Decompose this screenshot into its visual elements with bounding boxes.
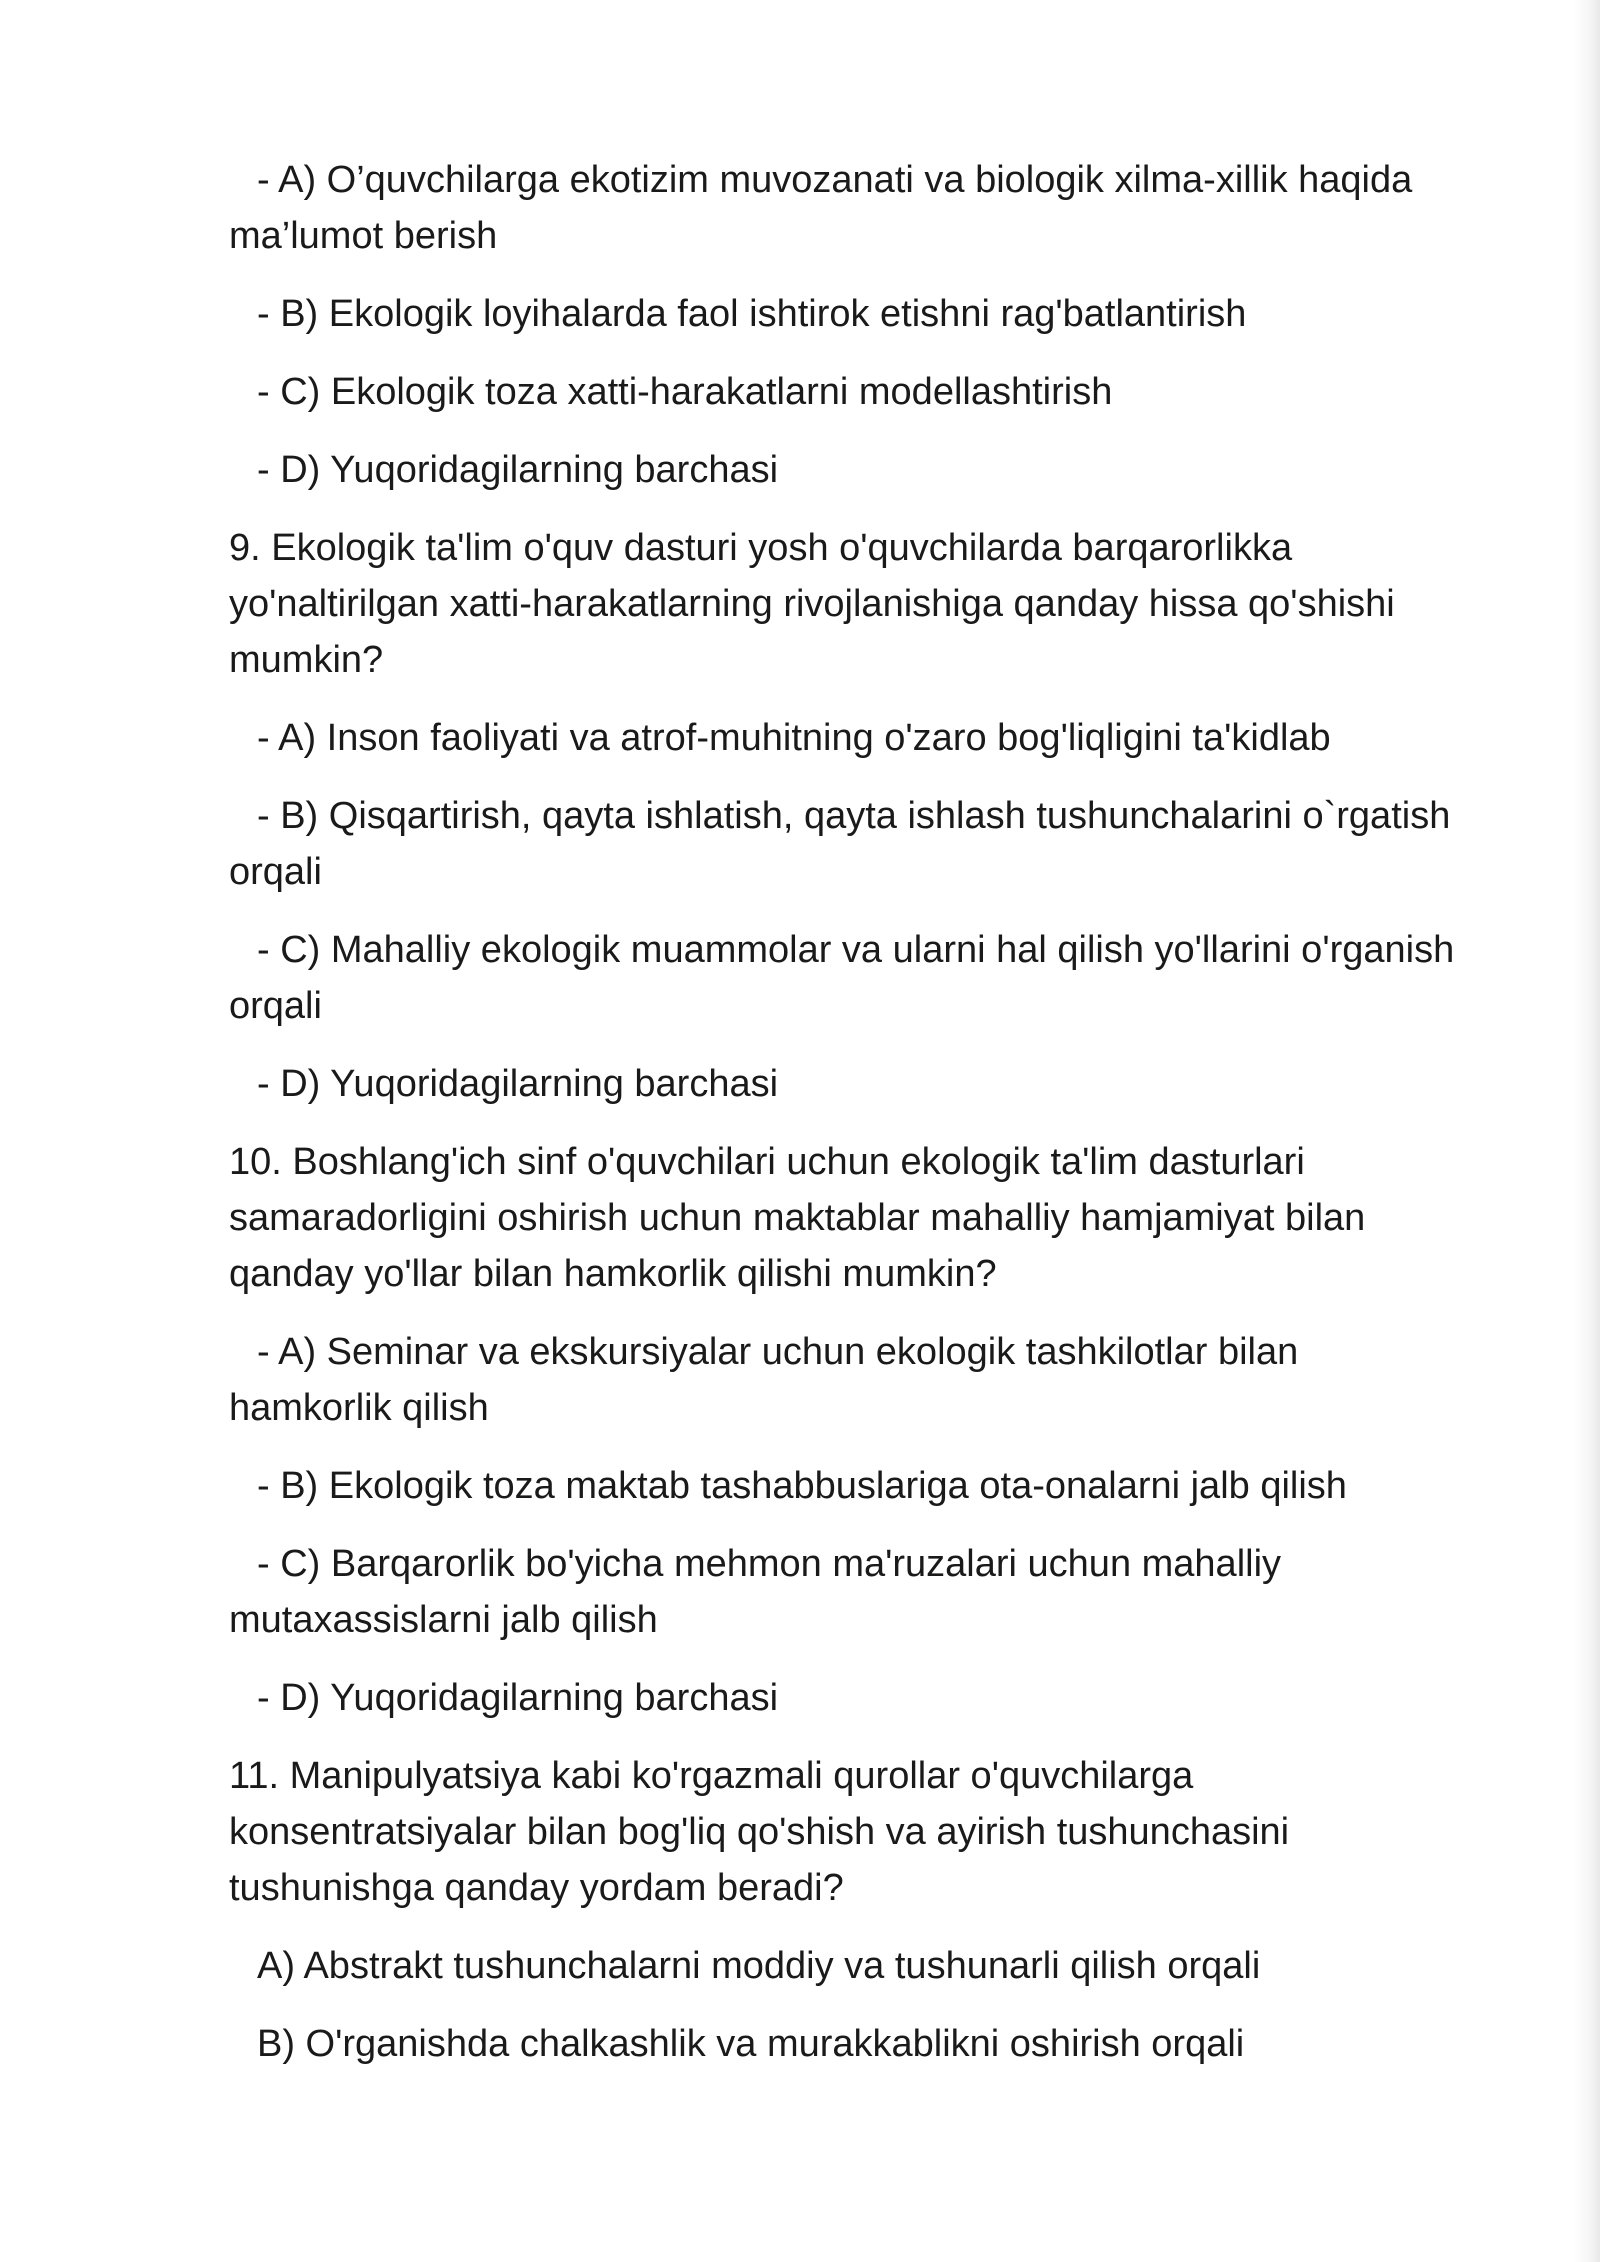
- answer-option-b: B) O'rganishda chalkashlik va murakkablikni oshirish orqali: [257, 2023, 1245, 2065]
- answer-option-d: - D) Yuqoridagilarning barchasi: [257, 1677, 779, 1719]
- answer-option-a: - A) Seminar va ekskursiyalar uchun ekologik tashkilotlar bilan hamkorlik qilish: [229, 1331, 1309, 1429]
- answer-option-c: - C) Barqarorlik bo'yicha mehmon ma'ruzalari uchun mahalliy mutaxassislarni jalb qilish: [229, 1543, 1292, 1641]
- page-edge-shadow: [1574, 0, 1600, 2262]
- document-body: [229, 152, 1469, 2094]
- question-9: 9. Ekologik ta'lim o'quv dasturi yosh o'quvchilarda barqarorlikka yo'naltirilgan xatti-harakatlarning rivojlanishiga qanday hissa qo'shishi mumkin?: [229, 527, 1406, 681]
- answer-option-a: A) Abstrakt tushunchalarni moddiy va tushunarli qilish orqali: [257, 1945, 1261, 1987]
- answer-option-c: - C) Mahalliy ekologik muammolar va ularni hal qilish yo'llarini o'rganish orqali: [229, 929, 1465, 1027]
- answer-option-c: - C) Ekologik toza xatti-harakatlarni modellashtirish: [257, 371, 1113, 413]
- answer-option-b: - B) Qisqartirish, qayta ishlatish, qayta ishlash tushunchalarini o`rgatish orqali: [229, 795, 1461, 893]
- answer-option-d: - D) Yuqoridagilarning barchasi: [257, 1063, 779, 1105]
- answer-option-b: - B) Ekologik loyihalarda faol ishtirok etishni rag'batlantirish: [257, 293, 1247, 335]
- answer-option-a: - A) O’quvchilarga ekotizim muvozanati va biologik xilma-xillik haqida ma’lumot berish: [229, 159, 1423, 257]
- answer-option-d: - D) Yuqoridagilarning barchasi: [257, 449, 779, 491]
- question-10: 10. Boshlang'ich sinf o'quvchilari uchun ekologik ta'lim dasturlari samaradorligini oshirish uchun maktablar mahalliy hamjamiyat bilan qanday yo'llar bilan hamkorlik qilishi mumkin?: [229, 1141, 1376, 1295]
- question-11: 11. Manipulyatsiya kabi ko'rgazmali qurollar o'quvchilarga konsentratsiyalar bilan bog'liq qo'shish va ayirish tushunchasini tushunishga qanday yordam beradi?: [229, 1755, 1300, 1909]
- answer-option-a: - A) Inson faoliyati va atrof-muhitning o'zaro bog'liqligini ta'kidlab: [257, 717, 1331, 759]
- answer-option-b: - B) Ekologik toza maktab tashabbuslariga ota-onalarni jalb qilish: [257, 1465, 1347, 1507]
